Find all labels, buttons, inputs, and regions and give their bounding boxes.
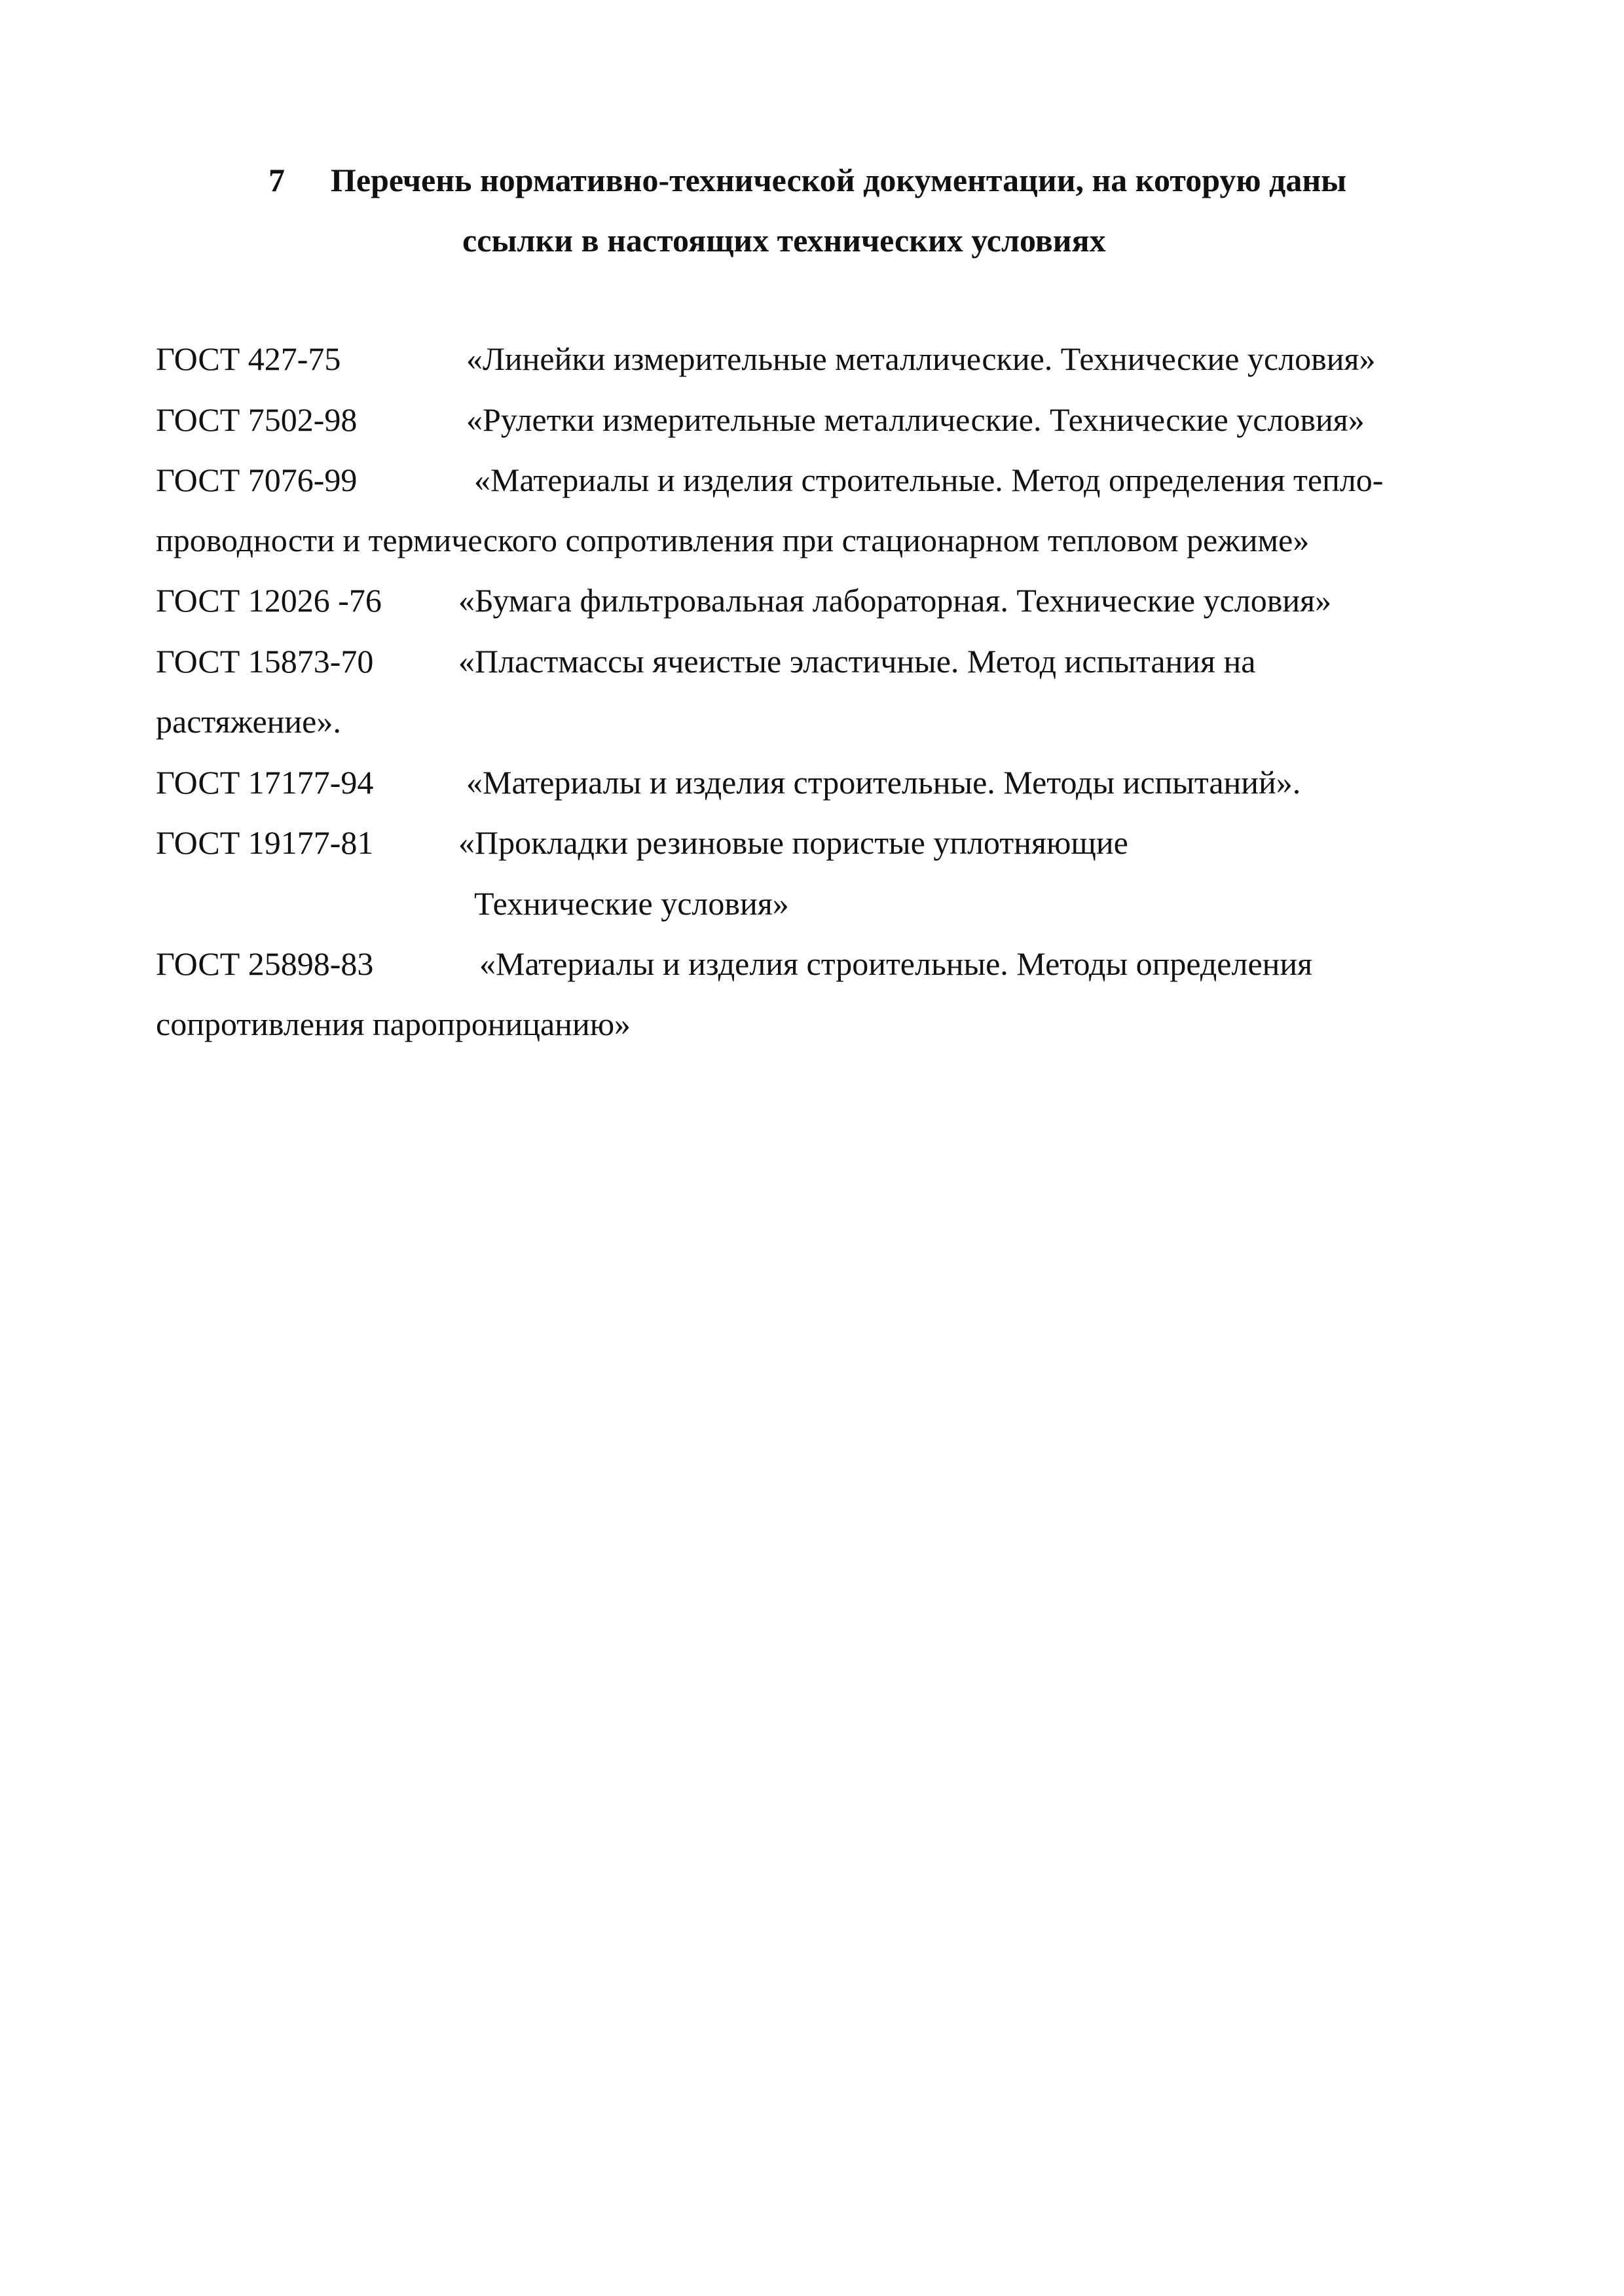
gost-description-continuation: растяжение».	[156, 703, 341, 740]
section-title-line1: Перечень нормативно-технической документации, на которую даны	[331, 162, 1347, 198]
section-number: 7	[268, 162, 285, 198]
gost-description: «Пластмассы ячеистые эластичные. Метод испытания на	[458, 643, 1256, 680]
gost-description: «Прокладки резиновые пористые уплотняющие	[458, 824, 1128, 861]
gost-description: «Материалы и изделия строительные. Методы испытаний».	[466, 764, 1301, 801]
gost-description: «Рулетки измерительные металлические. Технические условия»	[466, 401, 1365, 438]
gost-description-continuation: сопротивления паропроницанию»	[156, 1006, 631, 1042]
gost-code: ГОСТ 7076-99	[156, 462, 358, 498]
gost-description-continuation: Технические условия»	[474, 885, 789, 922]
gost-description-continuation: проводности и термического сопротивления при стационарном тепловом режиме»	[156, 522, 1310, 558]
gost-code: ГОСТ 7502-98	[156, 401, 358, 438]
gost-code: ГОСТ 25898-83	[156, 945, 374, 982]
gost-code: ГОСТ 427-75	[156, 340, 341, 377]
gost-code: ГОСТ 12026 -76	[156, 582, 382, 619]
gost-code: ГОСТ 17177-94	[156, 764, 374, 801]
section-title-line2: ссылки в настоящих технических условиях	[462, 222, 1106, 259]
gost-description: «Материалы и изделия строительные. Методы определения	[479, 945, 1313, 982]
gost-description: «Бумага фильтровальная лабораторная. Технические условия»	[458, 582, 1332, 619]
gost-code: ГОСТ 15873-70	[156, 643, 374, 680]
gost-code: ГОСТ 19177-81	[156, 824, 374, 861]
gost-description: «Материалы и изделия строительные. Метод определения тепло-	[474, 462, 1384, 498]
gost-description: «Линейки измерительные металлические. Технические условия»	[466, 340, 1376, 377]
